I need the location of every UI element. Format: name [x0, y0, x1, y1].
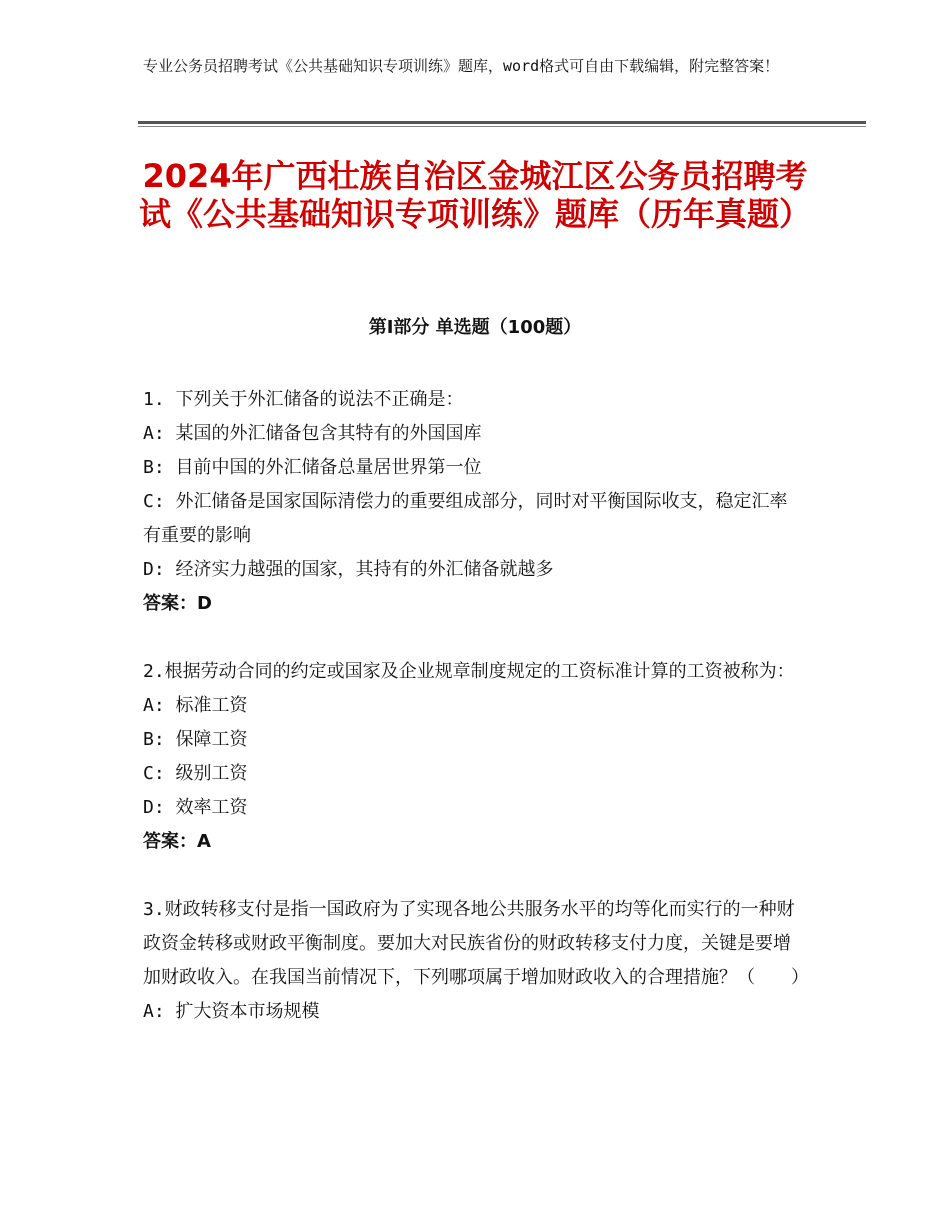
option-b: B: 保障工资: [143, 729, 248, 750]
answer: 答案：D: [143, 593, 212, 614]
question-list: [143, 383, 809, 1063]
question-3: [143, 893, 809, 1029]
document-title: 2024年广西壮族自治区金城江区公务员招聘考试《公共基础知识专项训练》题库（历年真题）: [138, 157, 811, 233]
header-note: 专业公务员招聘考试《公共基础知识专项训练》题库，word格式可自由下载编辑，附完整答案！: [143, 57, 780, 75]
section-title: 第Ⅰ部分 单选题（100题）: [368, 317, 582, 338]
answer: 答案：A: [143, 831, 211, 852]
option-c: C: 外汇储备是国家国际清偿力的重要组成部分，同时对平衡国际收支，稳定汇率有重要的影响: [143, 491, 788, 546]
header-rule-thin: [138, 126, 866, 127]
question-text: 3.财政转移支付是指一国政府为了实现各地公共服务水平的均等化而实行的一种财政资金转移或财政平衡制度。要加大对民族省份的财政转移支付力度，关键是要增加财政收入。在我国当前情况下，下列哪项属于增加财政收入的合理措施？（ ）: [143, 899, 809, 988]
option-d: D: 经济实力越强的国家，其持有的外汇储备就越多: [143, 559, 554, 580]
question-1: [143, 383, 803, 621]
question-text: 1. 下列关于外汇储备的说法不正确是：: [143, 389, 464, 410]
option-a: A: 扩大资本市场规模: [143, 1001, 320, 1022]
option-a: A: 标准工资: [143, 695, 248, 716]
header-rule-thick: [138, 121, 866, 124]
option-c: C: 级别工资: [143, 763, 248, 784]
option-d: D: 效率工资: [143, 797, 248, 818]
option-b: B: 目前中国的外汇储备总量居世界第一位: [143, 457, 482, 478]
question-text: 2.根据劳动合同的约定或国家及企业规章制度规定的工资标准计算的工资被称为：: [143, 661, 795, 682]
question-2: [143, 655, 803, 859]
option-a: A: 某国的外汇储备包含其特有的外国国库: [143, 423, 482, 444]
